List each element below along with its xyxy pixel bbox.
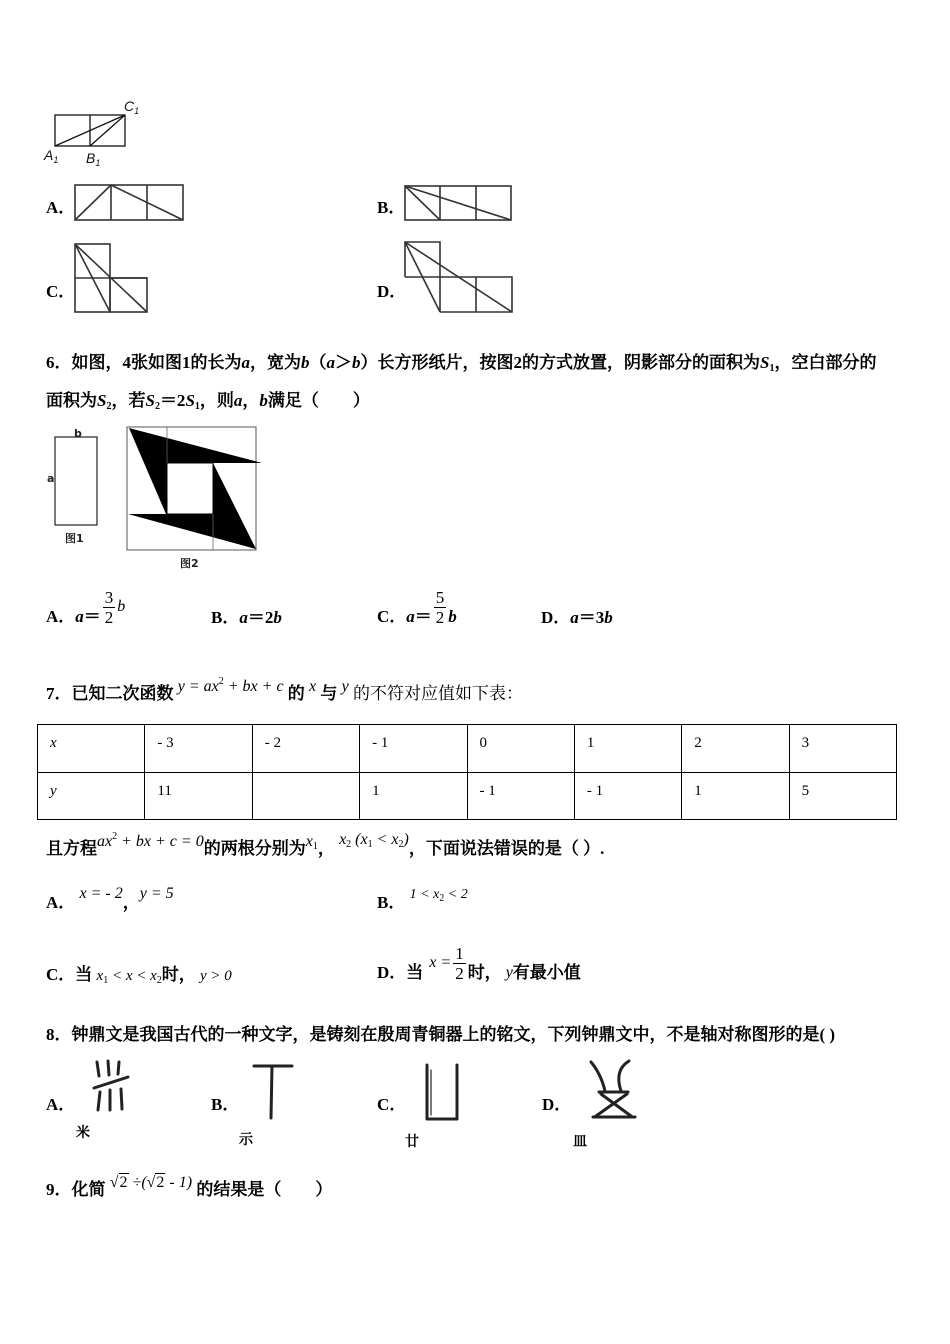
q8-option-b-label: B． — [211, 1095, 240, 1114]
q7-cond-text-3: ， — [317, 839, 335, 858]
q8-glyph-a — [94, 1061, 128, 1110]
cond-x1-sub: 1 — [367, 839, 373, 850]
q8-option-c-modern-char: 廿 — [405, 1134, 419, 1150]
glyph-a-stroke-3 — [118, 1062, 119, 1074]
root-x2-with-condition — [339, 831, 409, 848]
table-cell: 5 — [789, 773, 896, 820]
q6-option-a-label: A． — [46, 607, 76, 626]
q6-l2-var-b: b — [259, 391, 268, 410]
q5-option-b-label: B． — [377, 198, 406, 217]
q7-option-d-fraction — [453, 944, 466, 983]
q8-option-a-label: A． — [46, 1095, 76, 1114]
q7-stem-text-3: 与 — [320, 684, 338, 703]
label-a1 — [43, 147, 58, 165]
q6-option-a-var: a — [75, 607, 84, 626]
figure1-label-b: b — [74, 427, 82, 440]
q6-l2-text-2: ，若 — [111, 391, 146, 410]
label-a1-subscript: 1 — [53, 155, 59, 165]
q7-option-c-label: C． — [46, 965, 76, 984]
q6-l2-var-s2b: S — [145, 391, 155, 410]
label-c1-subscript: 1 — [134, 106, 140, 116]
q6-l2-var-a: a — [233, 391, 243, 410]
diagonal-b1-c1 — [90, 115, 125, 146]
q7-stem — [46, 676, 524, 705]
glyph-a-stroke-1 — [97, 1062, 99, 1076]
q6-var-s-sub: 1 — [769, 363, 775, 374]
q6-stem-line2 — [46, 391, 370, 417]
figure1-label-a: a — [47, 472, 55, 485]
interval-x1: x — [96, 968, 104, 984]
table-cell: - 1 — [467, 773, 574, 820]
cond-x2: x — [391, 831, 399, 848]
radicand: 2 — [156, 1174, 165, 1191]
table-cell: - 2 — [252, 725, 359, 773]
glyph-d-right-arm — [619, 1061, 629, 1091]
q6-var-a: a — [241, 353, 250, 372]
q7-option-a-sep: ， — [122, 893, 140, 912]
q7-option-b-sub: 2 — [439, 893, 445, 904]
q7-option-a-label: A． — [46, 893, 76, 912]
q7-option-d-math: x = — [429, 954, 452, 971]
equation-exponent: 2 — [112, 831, 118, 842]
q7-option-c-when: 当 — [75, 965, 93, 984]
q5-option-c-figure — [75, 244, 147, 312]
q6-l2-text-4: ，则 — [199, 391, 234, 410]
figure2-caption: 图2 — [180, 557, 199, 570]
q7-option-c-interval — [97, 968, 162, 984]
table-cell: y — [38, 773, 145, 820]
q8-glyph-d — [591, 1061, 635, 1117]
q7-var-y: y — [341, 678, 349, 695]
divide-open: ÷( — [128, 1174, 147, 1191]
fraction-denominator: 2 — [435, 607, 445, 627]
label-c1-letter: C — [124, 98, 135, 114]
q6-var-b-2: b — [352, 353, 361, 372]
q7-cond-text-1: 且方程 — [46, 839, 97, 858]
table-row-y — [38, 773, 897, 820]
glyph-a-stroke-4 — [94, 1077, 128, 1088]
table-cell: - 3 — [145, 725, 252, 773]
glyph-d-left-arm — [591, 1062, 605, 1091]
label-c1 — [124, 98, 139, 116]
q7-option-b-math-rest: < 2 — [444, 887, 468, 902]
q6-stem-line1 — [46, 353, 876, 379]
q6-option-c — [377, 584, 457, 630]
root-x1 — [306, 833, 318, 850]
glyph-d-cross-2 — [596, 1094, 627, 1116]
q7-var-x: x — [309, 678, 317, 695]
q6-text-2: ，宽为 — [250, 353, 301, 372]
q6-option-c-fraction — [434, 588, 447, 627]
quadratic-function-rest: + bx + c — [223, 678, 284, 695]
radicand: 2 — [119, 1174, 128, 1191]
q6-var-b: b — [301, 353, 310, 372]
q5-option-b-figure — [405, 186, 511, 220]
q7-stem-text-4: 的不符对应值如下表： — [353, 684, 524, 703]
q7-option-d-rest: 有最小值 — [512, 963, 581, 982]
table-cell: 0 — [467, 725, 574, 773]
q6-option-a — [46, 584, 125, 630]
q8-option-b-modern-char: 示 — [239, 1132, 253, 1148]
q5-option-d-label: D． — [377, 282, 407, 301]
table-cell-empty — [252, 773, 359, 820]
q7-option-d-label: D． — [377, 963, 407, 982]
fraction-numerator: 1 — [455, 943, 464, 963]
label-a1-letter: A — [44, 147, 54, 163]
label-b1-letter: B — [86, 150, 96, 166]
q6-option-b-var2: b — [273, 608, 282, 627]
q6-l2-var-s2: S — [97, 391, 107, 410]
q6-text-1: 6．如图，4张如图1的长为 — [46, 353, 242, 372]
table-cell: 2 — [682, 725, 789, 773]
label-b1 — [86, 150, 100, 168]
fraction-numerator: 3 — [104, 587, 114, 607]
paper-rectangle — [55, 437, 97, 525]
quadratic-function-lhs: y = ax — [177, 678, 219, 695]
equation-lhs: ax — [97, 833, 113, 850]
q9-stem — [46, 1174, 333, 1201]
q6-option-b — [211, 608, 282, 628]
root-x1-sub: 1 — [312, 841, 318, 852]
q6-text-5: ）长方形纸片，按图2的方式放置，阴影部分的面积为 — [360, 353, 760, 372]
figure1-caption: 图1 — [65, 532, 84, 545]
glyph-a-stroke-2 — [108, 1061, 109, 1075]
option-d-bottom-row — [405, 277, 512, 312]
q6-var-s: S — [760, 353, 770, 372]
quadratic-equation — [97, 833, 204, 850]
q6-option-d-eq: ＝3 — [578, 608, 605, 627]
q7-stem-text-1: 7．已知二次函数 — [46, 684, 174, 703]
fraction-numerator: 5 — [435, 587, 445, 607]
q6-figure-1 — [47, 427, 97, 545]
q7-option-c-then: 时， — [161, 965, 196, 984]
q7-option-c — [46, 965, 232, 991]
cond-x2-sub: 2 — [398, 839, 404, 850]
q6-l2-text-3: ＝2 — [159, 391, 186, 410]
radical-sign: √ — [109, 1174, 119, 1191]
q5-option-c-label: C． — [46, 282, 76, 301]
q8-glyph-b — [254, 1066, 292, 1118]
value-table — [37, 724, 897, 820]
fraction-denominator: 2 — [455, 963, 464, 983]
q6-option-d — [541, 608, 613, 628]
interval-mid: < x < x — [108, 968, 157, 984]
q9-text-1: 9．化简 — [46, 1180, 106, 1199]
table-cell: - 1 — [360, 725, 467, 773]
q6-text-3: （ — [309, 353, 327, 372]
glyph-a-stroke-7 — [121, 1089, 122, 1109]
q7-cond-text-4: ，下面说法错误的是（ ）. — [408, 839, 605, 858]
q7-option-b-math-1: 1 < x — [409, 887, 440, 902]
q8-option-a-modern-char: 米 — [76, 1125, 90, 1141]
q6-l2-text-1: 面积为 — [46, 391, 97, 410]
table-cell: 1 — [574, 725, 681, 773]
q5-option-a-figure — [75, 185, 183, 220]
q6-option-d-var2: b — [604, 608, 613, 627]
cond-close: ) — [403, 831, 409, 848]
table-cell: 1 — [360, 773, 467, 820]
q7-option-d-var-y: y — [505, 964, 513, 981]
q6-option-c-label: C． — [377, 607, 407, 626]
q7-option-b-label: B． — [377, 893, 406, 912]
q7-option-d — [377, 940, 581, 986]
q6-l2-var-s2-sub: 2 — [106, 401, 112, 412]
table-row-x — [38, 725, 897, 773]
glyph-d-cross-1 — [601, 1094, 631, 1116]
root-x2-var: x — [339, 831, 347, 848]
cond-x1: x — [360, 831, 368, 848]
q6-figure-2 — [127, 427, 262, 570]
option-a-diagonal-1 — [75, 185, 111, 220]
q7-option-c-result: y > 0 — [200, 968, 232, 984]
fraction-denominator: 2 — [104, 607, 114, 627]
root-x2-sub: 2 — [346, 839, 352, 850]
q6-option-d-var: a — [570, 608, 579, 627]
cond-open: ( — [351, 831, 361, 848]
glyph-a-stroke-5 — [98, 1092, 100, 1110]
q7-option-b-math — [410, 887, 468, 902]
quadratic-exponent: 2 — [218, 676, 224, 687]
q5-option-a-label: A． — [46, 198, 76, 217]
q6-option-a-var2: b — [117, 598, 126, 615]
option-b-diagonal-2 — [405, 186, 511, 220]
q5-option-d-figure — [405, 242, 512, 312]
q7-condition — [46, 831, 605, 865]
option-a-frame — [75, 185, 183, 220]
q7-option-a-math-1: x = - 2 — [79, 885, 123, 902]
q8-glyph-c — [427, 1065, 457, 1119]
q6-text-6: ，空白部分的 — [774, 353, 877, 372]
q6-option-b-eq: ＝2 — [247, 608, 274, 627]
q6-l2-text-6: 满足（ ） — [267, 391, 370, 410]
q5-given-figure — [55, 115, 125, 146]
q6-option-c-var2: b — [448, 607, 457, 626]
table-cell: - 1 — [574, 773, 681, 820]
q8-stem: 8．钟鼎文是我国古代的一种文字，是铸刻在殷周青铜器上的铭文，下列钟鼎文中，不是轴对称图形的是( ) — [46, 1025, 836, 1044]
q9-text-2: 的结果是（ ） — [196, 1180, 333, 1199]
table-cell: 1 — [682, 773, 789, 820]
q8-option-c-label: C． — [377, 1095, 407, 1114]
radical-sign: √ — [146, 1174, 156, 1191]
q7-option-a-math-2: y = 5 — [139, 885, 174, 902]
q6-option-b-var: a — [239, 608, 248, 627]
q6-option-c-eq: ＝ — [414, 607, 432, 626]
q6-option-a-eq: ＝ — [83, 607, 101, 626]
q6-option-c-var: a — [406, 607, 415, 626]
q8-option-d-label: D． — [542, 1095, 572, 1114]
label-b1-subscript: 1 — [95, 158, 101, 168]
q7-option-b — [377, 887, 468, 919]
q6-text-4: ＞ — [335, 353, 352, 372]
q6-l2-text-5: ， — [242, 391, 260, 410]
q7-cond-text-2: 的两根分别为 — [203, 839, 306, 858]
q6-option-b-label: B． — [211, 608, 240, 627]
cond-less-than: < — [372, 831, 392, 848]
q6-option-a-fraction — [103, 588, 116, 627]
table-cell: 3 — [789, 725, 896, 773]
q7-option-a — [46, 885, 174, 914]
interval-x2-sub: 2 — [156, 975, 162, 986]
expression-tail: - 1) — [165, 1174, 193, 1191]
q8-option-d-modern-char: 皿 — [573, 1134, 587, 1150]
q6-option-d-label: D． — [541, 608, 571, 627]
q6-l2-var-s1: S — [185, 391, 195, 410]
table-cell: 11 — [145, 773, 252, 820]
q9-expression — [110, 1174, 192, 1191]
q7-stem-text-2: 的 — [287, 684, 305, 703]
q6-l2-var-s2b-sub: 2 — [154, 401, 160, 412]
interval-x1-sub: 1 — [103, 975, 109, 986]
q6-var-a-2: a — [326, 353, 335, 372]
root-x1-var: x — [305, 833, 313, 850]
q7-option-d-then: 时， — [467, 963, 502, 982]
q7-option-d-when: 当 — [406, 963, 424, 982]
table-cell: x — [38, 725, 145, 773]
inner-blank-square — [167, 463, 213, 514]
equation-rest: + bx + c = 0 — [117, 833, 204, 850]
glyph-b-stem — [271, 1066, 272, 1118]
q6-l2-var-s1-sub: 1 — [194, 401, 200, 412]
quadratic-function — [178, 678, 284, 695]
